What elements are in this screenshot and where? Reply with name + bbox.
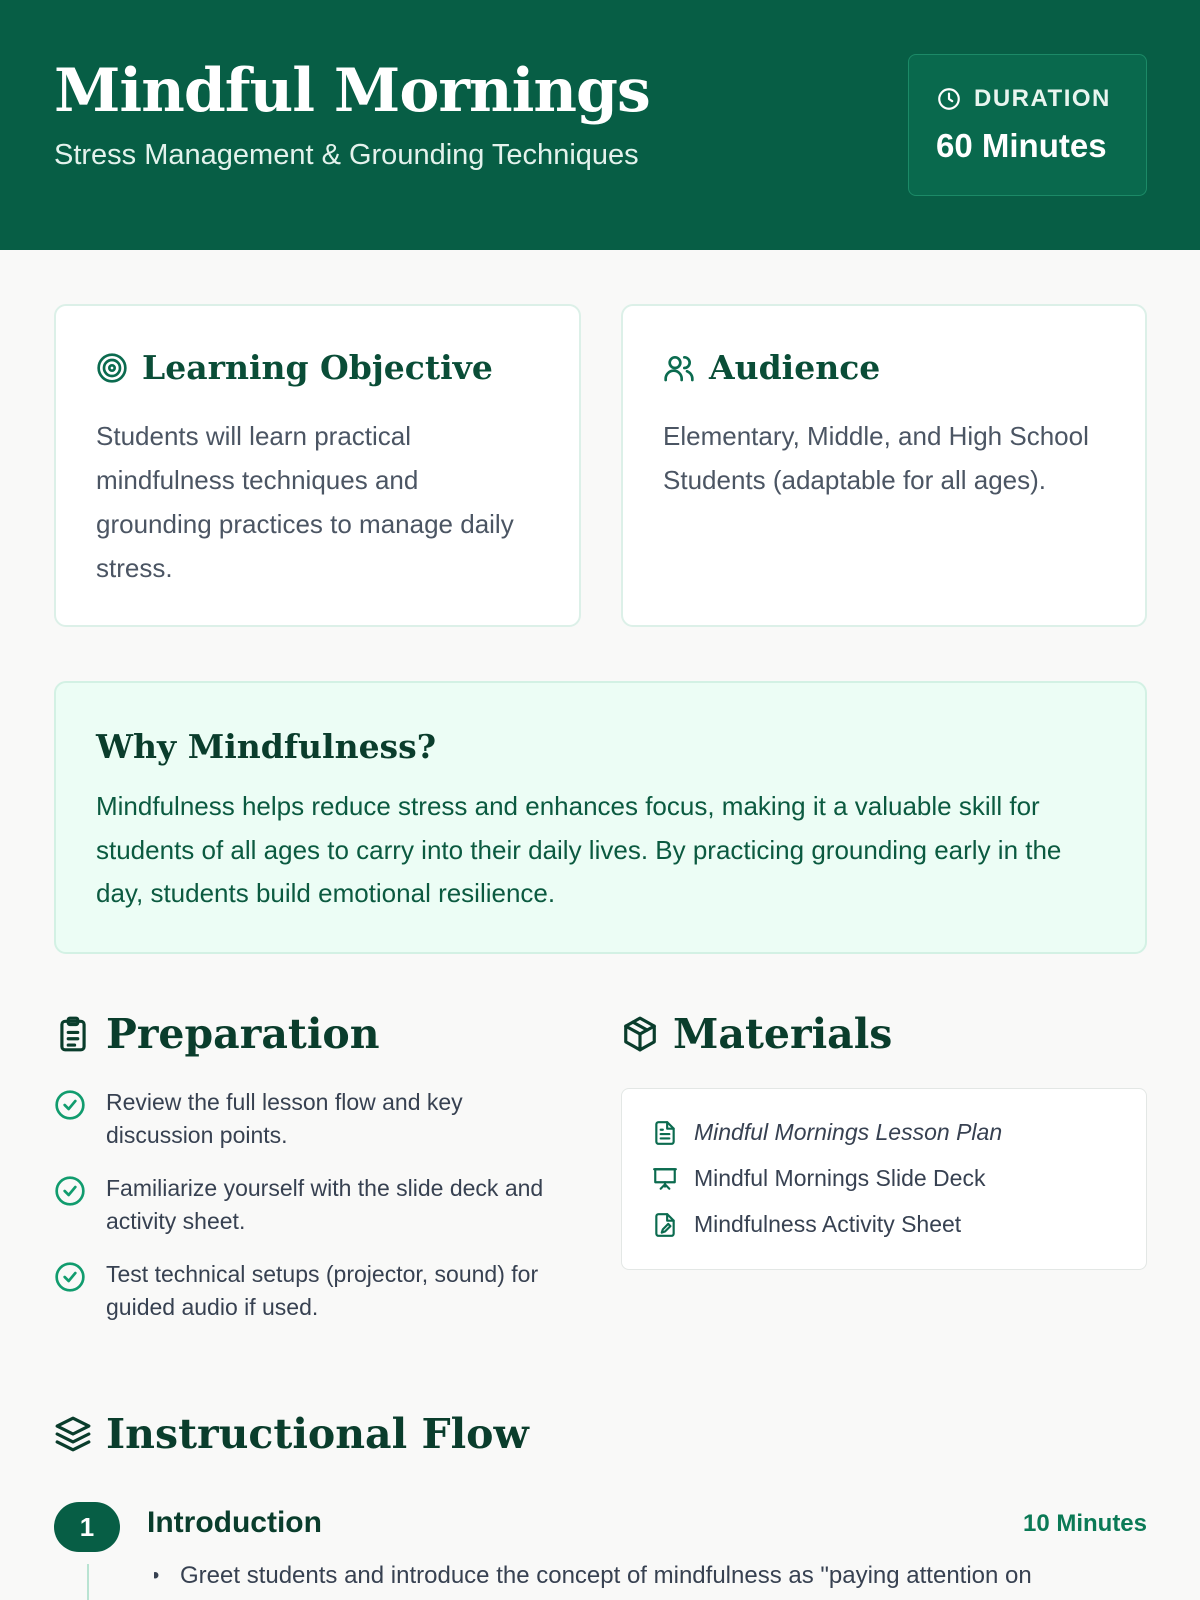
package-icon [621, 1014, 659, 1054]
timeline-connector [87, 1564, 89, 1600]
material-label: Mindfulness Activity Sheet [694, 1211, 962, 1237]
layers-icon [54, 1414, 92, 1454]
why-mindfulness-text: Mindfulness helps reduce stress and enhances focus, making it a valuable skill for students of all ages to carry into their daily lives. By practicing grounding early in the day, students build emotional resilience. [96, 791, 1062, 908]
clock-icon [936, 86, 962, 112]
learning-objective-heading [96, 348, 493, 387]
material-link-slide-deck[interactable] [652, 1165, 985, 1192]
instructional-flow-title: Instructional Flow [106, 1410, 529, 1458]
material-link-lesson-plan[interactable] [652, 1119, 1002, 1146]
presentation-icon [652, 1166, 678, 1192]
check-circle-icon [54, 1175, 86, 1207]
materials-title: Materials [673, 1010, 893, 1058]
file-pen-icon [652, 1212, 678, 1238]
step-number-badge: 1 [54, 1502, 120, 1552]
check-circle-icon [54, 1261, 86, 1293]
material-link-activity-sheet[interactable] [652, 1211, 961, 1238]
audience-text: Elementary, Middle, and High School Students (adaptable for all ages). [663, 421, 1089, 495]
audience-heading [663, 348, 880, 387]
step-title: Introduction [147, 1506, 322, 1539]
preparation-item-text: Familiarize yourself with the slide deck and activity sheet. [106, 1175, 544, 1234]
materials-heading [621, 1010, 892, 1058]
preparation-heading [54, 1010, 380, 1058]
learning-objective-card [54, 304, 581, 627]
target-icon [96, 352, 128, 384]
lesson-header [0, 0, 1200, 250]
clipboard-icon [54, 1014, 92, 1054]
list-item [54, 1172, 554, 1238]
instructional-flow-heading [54, 1410, 529, 1458]
audience-card [621, 304, 1147, 627]
duration-badge [908, 54, 1147, 196]
materials-list [621, 1088, 1147, 1270]
duration-value: 60 Minutes [936, 127, 1107, 164]
why-mindfulness-title: Why Mindfulness? [96, 727, 437, 766]
preparation-list [54, 1086, 554, 1344]
why-mindfulness-callout [54, 681, 1147, 954]
learning-objective-title: Learning Objective [142, 348, 493, 387]
page-title: Mindful Mornings [54, 56, 650, 126]
page-subtitle: Stress Management & Grounding Techniques [54, 139, 639, 171]
duration-label-row [936, 85, 1111, 113]
document-icon [652, 1120, 678, 1146]
material-label: Mindful Mornings Slide Deck [694, 1165, 986, 1191]
users-icon [663, 352, 695, 384]
material-label: Mindful Mornings Lesson Plan [694, 1119, 1003, 1145]
list-item [54, 1086, 554, 1152]
learning-objective-text: Students will learn practical mindfulness techniques and grounding practices to manage daily stress. [96, 421, 514, 583]
audience-title: Audience [709, 348, 881, 387]
duration-label: DURATION [974, 85, 1111, 112]
list-item [54, 1258, 554, 1324]
step-bullet-text: Greet students and introduce the concept of mindfulness as "paying attention on [180, 1562, 1032, 1589]
preparation-item-text: Test technical setups (projector, sound) for guided audio if used. [106, 1261, 539, 1320]
step-bullet [154, 1562, 1164, 1590]
preparation-title: Preparation [106, 1010, 380, 1058]
preparation-item-text: Review the full lesson flow and key discussion points. [106, 1089, 463, 1148]
check-circle-icon [54, 1089, 86, 1121]
step-duration: 10 Minutes [1022, 1510, 1147, 1537]
